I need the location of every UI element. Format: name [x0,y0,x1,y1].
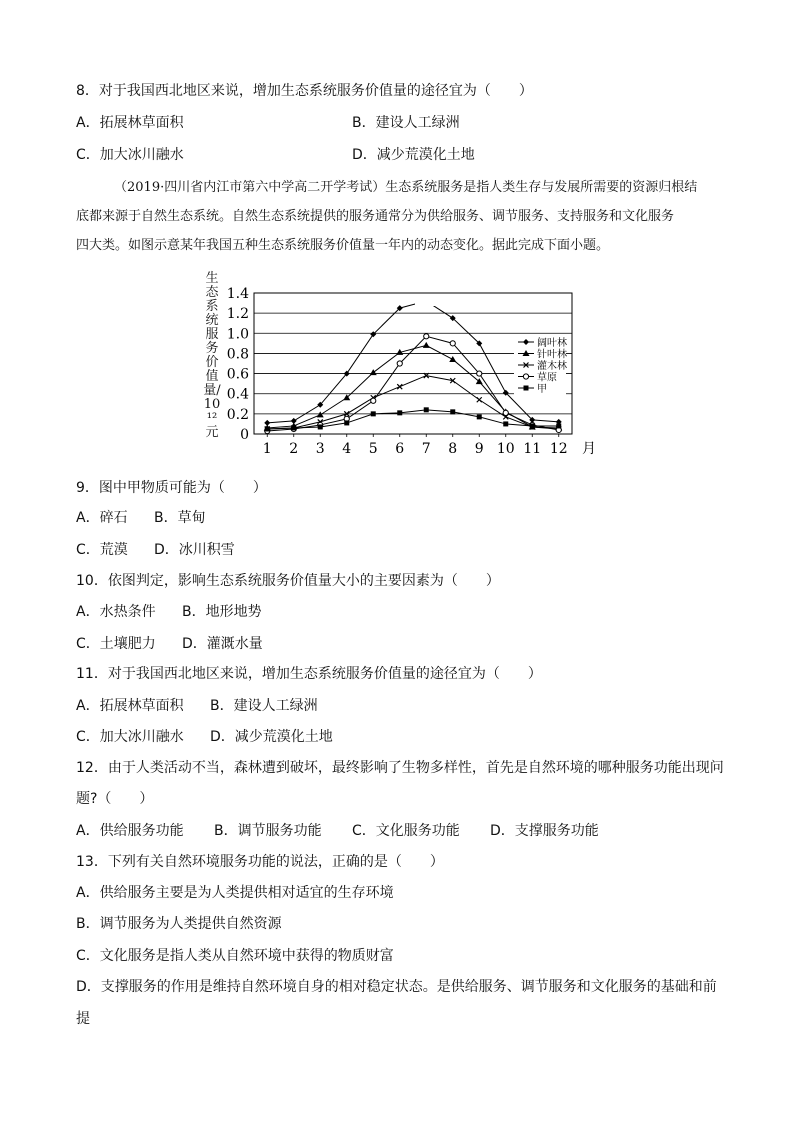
y-tick-label: 0.4 [226,386,249,403]
data-point [556,423,561,428]
x-tick-label: 9 [474,441,484,457]
x-tick-label: 1 [262,441,272,457]
x-tick-label: 2 [289,441,299,457]
data-point [423,342,430,348]
q13-option-c[interactable]: C．文化服务是指人类从自然环境中获得的物质财富 [76,948,394,964]
data-point [477,414,482,419]
q12-option-c[interactable]: C．文化服务功能 [352,823,460,839]
data-point [371,411,376,416]
x-tick-label: 5 [368,441,378,457]
q9-option-d[interactable]: D．冰川积雪 [154,542,235,558]
q9-option-c[interactable]: C．荒漠 [76,542,128,558]
legend-label: 针叶林 [537,349,567,361]
x-axis-title: 月 [582,441,596,457]
intro-line-1: （2019·四川省内江市第六中学高二开学考试）生态系统服务是指人类生存与发展所需要的资源归根结 [114,180,698,195]
x-tick-label: 10 [496,441,515,457]
q9-stem: 9．图中甲物质可能为（ ） [76,480,267,496]
legend-label: 草原 [537,372,557,384]
intro-line-2: 底都来源于自然生态系统。自然生态系统提供的服务通常分为供给服务、调节服务、支持服务和文化服务 [76,209,675,224]
q13-stem: 13．下列有关自然环境服务功能的说法，正确的是（ ） [76,854,444,870]
x-tick-label: 6 [395,441,405,457]
data-point [450,341,455,346]
legend-label: 阔叶林 [537,338,567,349]
data-point [344,420,349,425]
y-tick-label: 0.2 [226,406,249,423]
q10-option-b[interactable]: B．地形地势 [182,604,262,620]
q8-option-b[interactable]: B．建设人工绿洲 [352,115,460,131]
y-tick-label: 1.2 [226,306,249,323]
data-point [424,334,429,339]
q13-option-d-line-2: 提 [76,1011,90,1027]
data-point [477,397,482,402]
q10-option-d[interactable]: D．灌溉水量 [182,636,263,652]
y-tick-label: 0.8 [226,346,249,363]
q13-option-d-line-1[interactable]: D．支撑服务的作用是维持自然环境自身的相对稳定状态。是供给服务、调节服务和文化服务的基础和前 [76,979,717,995]
q10-option-c[interactable]: C．土壤肥力 [76,636,156,652]
data-point [503,421,508,426]
x-tick-label: 11 [523,441,542,457]
legend-marker [523,374,528,379]
chart-y-axis-title: 生态系统服务价值量/10¹²元 [203,271,221,440]
x-tick-label: 4 [342,441,352,457]
q11-stem: 11．对于我国西北地区来说，增加生态系统服务价值量的途径宜为（ ） [76,666,542,682]
data-point [370,369,377,375]
x-tick-label: 3 [315,441,325,457]
q12-stem-line-1: 12．由于人类活动不当，森林遭到破坏，最终影响了生物多样性，首先是自然环境的哪种服务功能出现问 [76,760,724,776]
q12-stem-line-2: 题?（ ） [76,791,154,807]
data-point [397,384,402,389]
data-point [449,356,456,362]
y-tick-label: 0.6 [226,366,249,383]
q10-option-a[interactable]: A．水热条件 [76,604,156,620]
q9-option-a[interactable]: A．碎石 [76,510,128,526]
q13-option-b[interactable]: B．调节服务为人类提供自然资源 [76,916,282,932]
data-point [397,410,402,415]
data-point [318,424,323,429]
data-point [291,425,296,430]
y-tick-label: 0 [240,427,249,443]
q8-option-a[interactable]: A．拓展林草面积 [76,115,184,131]
intro-paragraph [76,173,716,260]
q11-option-b[interactable]: B．建设人工绿洲 [210,698,318,714]
q8-stem: 8．对于我国西北地区来说，增加生态系统服务价值量的途径宜为（ ） [76,83,533,99]
intro-line-3: 四大类。如图示意某年我国五种生态系统服务价值量一年内的动态变化。据此完成下面小题。 [76,238,610,253]
x-tick-label: 12 [549,441,568,457]
q12-option-d[interactable]: D．支撑服务功能 [490,823,599,839]
q10-stem: 10．依图判定，影响生态系统服务价值量大小的主要因素为（ ） [76,573,500,589]
x-tick-label: 8 [448,441,458,457]
x-tick-label: 7 [421,441,431,457]
data-point [530,423,535,428]
q8-option-d[interactable]: D．减少荒漠化土地 [352,147,475,163]
q9-option-b[interactable]: B．草甸 [154,510,206,526]
legend-marker [524,386,529,391]
data-point [424,407,429,412]
data-point [450,409,455,414]
data-point [397,361,402,366]
peak-label-box [415,294,477,306]
q11-option-a[interactable]: A．拓展林草面积 [76,698,184,714]
q8-option-c[interactable]: C．加大冰川融水 [76,147,184,163]
y-tick-label: 1.0 [226,326,249,343]
data-point [477,371,482,376]
q11-option-c[interactable]: C．加大冰川融水 [76,729,184,745]
data-point [503,410,508,415]
data-point [317,411,324,417]
y-tick-label: 1.4 [226,286,249,302]
q13-option-a[interactable]: A．供给服务主要是为人类提供相对适宜的生存环境 [76,885,394,901]
legend-label: 甲 [537,384,547,395]
q12-option-b[interactable]: B．调节服务功能 [214,823,322,839]
data-point [371,398,376,403]
ecosystem-value-chart [200,272,610,464]
q12-option-a[interactable]: A．供给服务功能 [76,823,184,839]
legend-label: 灌木林 [537,361,567,372]
q11-option-d[interactable]: D．减少荒漠化土地 [210,729,333,745]
data-point [265,426,270,431]
